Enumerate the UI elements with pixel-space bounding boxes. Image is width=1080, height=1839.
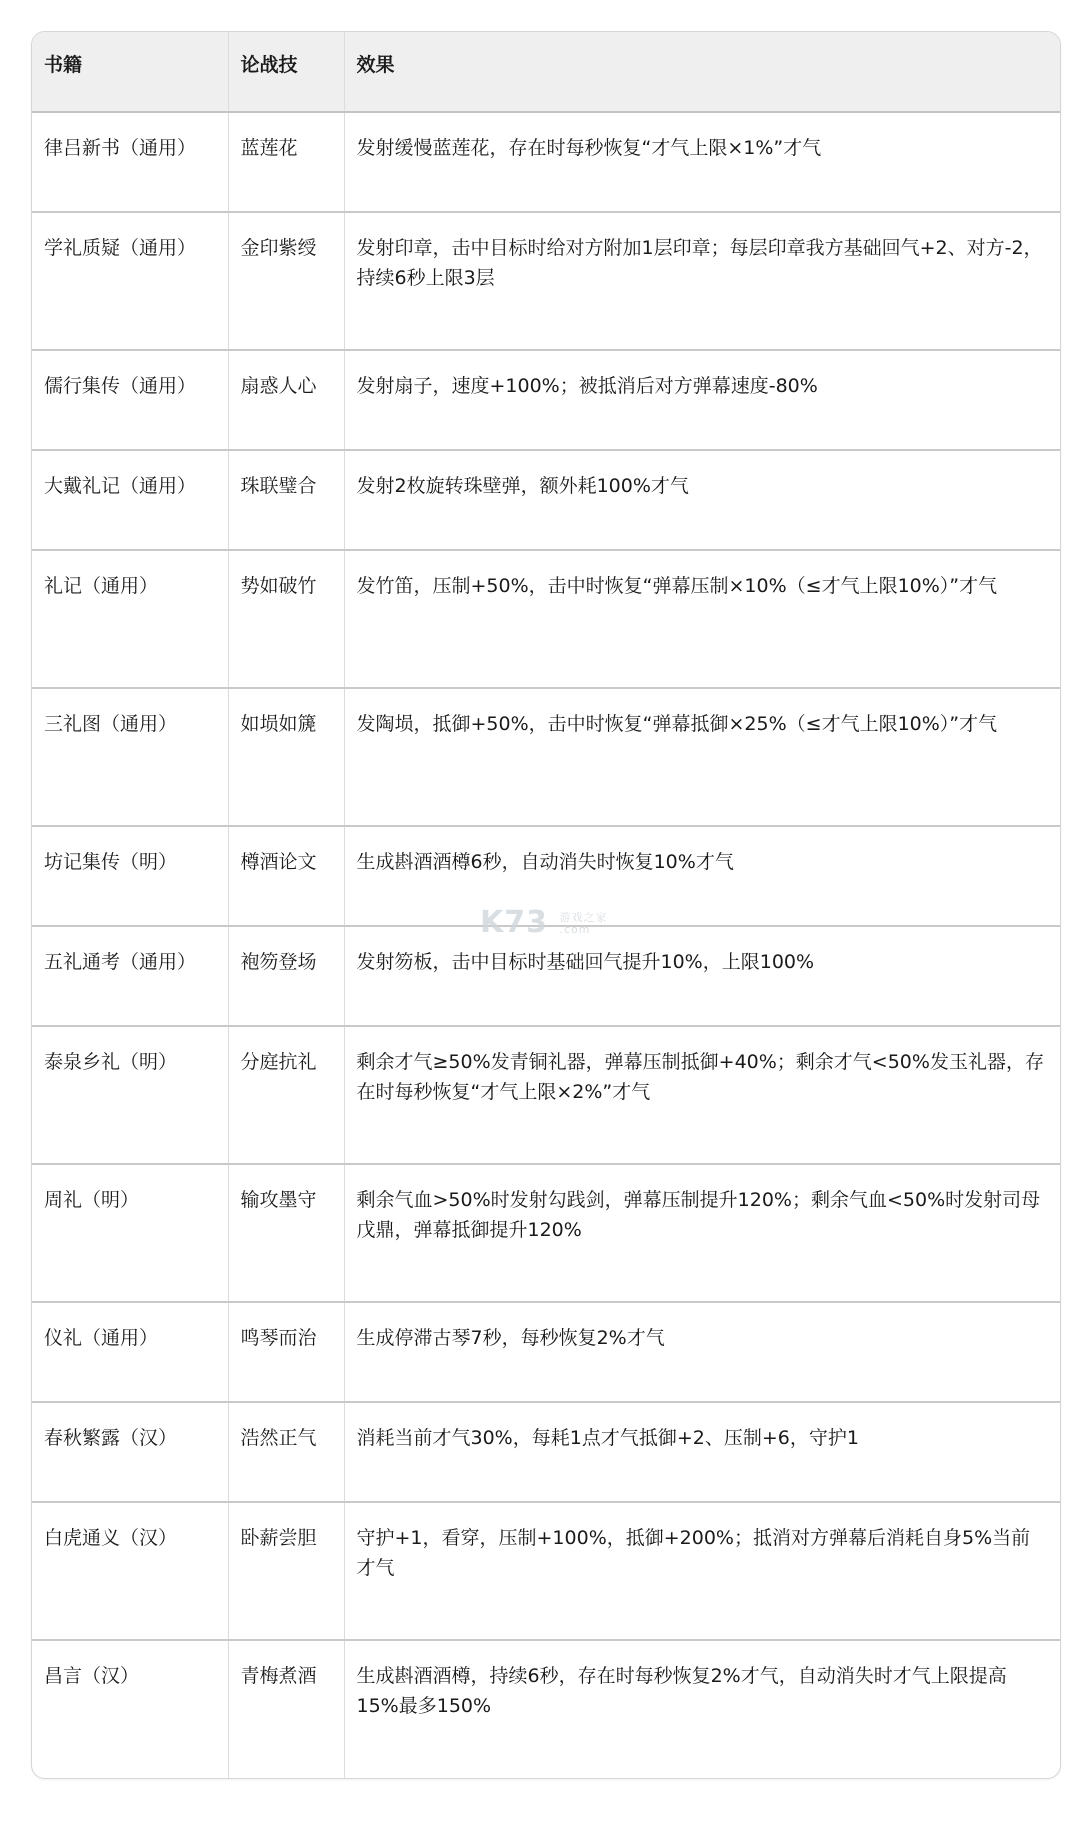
table-body [32, 112, 1060, 1778]
cell-effect: 生成斟酒酒樽6秒，自动消失时恢复10%才气 [344, 826, 1060, 926]
cell-effect: 发陶埙，抵御+50%，击中时恢复“弹幕抵御×25%（≤才气上限10%）”才气 [344, 688, 1060, 826]
header-effect: 效果 [344, 32, 1060, 112]
cell-book: 学礼质疑（通用） [44, 237, 197, 259]
cell-skill: 青梅煮酒 [228, 1640, 344, 1778]
table-row [32, 1026, 1060, 1164]
table-row [32, 1402, 1060, 1502]
cell-book: 三礼图（通用） [44, 713, 178, 735]
cell-book: 大戴礼记（通用） [44, 475, 197, 497]
cell-book: 泰泉乡礼（明） [44, 1051, 178, 1073]
cell-book: 昌言（汉） [44, 1665, 140, 1687]
header-book: 书籍 [32, 32, 228, 112]
cell-book: 律吕新书（通用） [44, 137, 197, 159]
cell-effect: 发射2枚旋转珠壁弹，额外耗100%才气 [344, 450, 1060, 550]
cell-book: 儒行集传（通用） [44, 375, 197, 397]
table-row [32, 1164, 1060, 1302]
cell-skill: 浩然正气 [228, 1402, 344, 1502]
cell-effect: 守护+1，看穿，压制+100%，抵御+200%；抵消对方弹幕后消耗自身5%当前才气 [344, 1502, 1060, 1640]
cell-book: 周礼（明） [44, 1189, 140, 1211]
cell-effect: 发射笏板，击中目标时基础回气提升10%，上限100% [344, 926, 1060, 1026]
cell-book: 春秋繁露（汉） [44, 1427, 178, 1449]
watermark-domain: .com [559, 922, 591, 936]
cell-effect: 消耗当前才气30%，每耗1点才气抵御+2、压制+6，守护1 [344, 1402, 1060, 1502]
cell-effect: 发竹笛，压制+50%，击中时恢复“弹幕压制×10%（≤才气上限10%）”才气 [344, 550, 1060, 688]
cell-skill: 如埙如篪 [228, 688, 344, 826]
table-row [32, 212, 1060, 350]
cell-skill: 分庭抗礼 [228, 1026, 344, 1164]
table-row [32, 688, 1060, 826]
cell-effect: 发射印章，击中目标时给对方附加1层印章；每层印章我方基础回气+2、对方-2，持续6秒上限3层 [344, 212, 1060, 350]
cell-skill: 卧薪尝胆 [228, 1502, 344, 1640]
table-row [32, 550, 1060, 688]
cell-skill: 扇惑人心 [228, 350, 344, 450]
cell-skill: 鸣琴而治 [228, 1302, 344, 1402]
cell-skill: 珠联璧合 [228, 450, 344, 550]
cell-skill: 金印紫绶 [228, 212, 344, 350]
table-row [32, 450, 1060, 550]
watermark-tagline: 游戏之家 [559, 910, 608, 924]
cell-book: 礼记（通用） [44, 575, 159, 597]
cell-skill: 输攻墨守 [228, 1164, 344, 1302]
watermark-brand: K73 [480, 905, 548, 940]
cell-book: 五礼通考（通用） [44, 951, 197, 973]
cell-effect: 生成停滞古琴7秒，每秒恢复2%才气 [344, 1302, 1060, 1402]
table-row [32, 112, 1060, 212]
table-header [32, 32, 1060, 112]
cell-effect: 发射扇子，速度+100%；被抵消后对方弹幕速度-80% [344, 350, 1060, 450]
header-row [32, 32, 1060, 112]
cell-effect: 剩余气血>50%时发射勾践剑，弹幕压制提升120%；剩余气血<50%时发射司母戊鼎，弹幕抵御提升120% [344, 1164, 1060, 1302]
cell-book: 仪礼（通用） [44, 1327, 159, 1349]
cell-skill: 势如破竹 [228, 550, 344, 688]
header-skill: 论战技 [228, 32, 344, 112]
cell-skill: 袍笏登场 [228, 926, 344, 1026]
cell-book: 白虎通义（汉） [44, 1527, 178, 1549]
table-row [32, 1302, 1060, 1402]
table-row [32, 1640, 1060, 1778]
watermark-logo [480, 905, 607, 940]
table-row [32, 926, 1060, 1026]
cell-effect: 剩余才气≥50%发青铜礼器，弹幕压制抵御+40%；剩余才气<50%发玉礼器，存在时每秒恢复“才气上限×2%”才气 [344, 1026, 1060, 1164]
cell-book: 坊记集传（明） [44, 851, 178, 873]
table-row [32, 350, 1060, 450]
cell-skill: 蓝莲花 [228, 112, 344, 212]
table-row [32, 1502, 1060, 1640]
cell-effect: 发射缓慢蓝莲花，存在时每秒恢复“才气上限×1%”才气 [344, 112, 1060, 212]
cell-effect: 生成斟酒酒樽，持续6秒，存在时每秒恢复2%才气，自动消失时才气上限提高15%最多150% [344, 1640, 1060, 1778]
cell-skill: 樽酒论文 [228, 826, 344, 926]
